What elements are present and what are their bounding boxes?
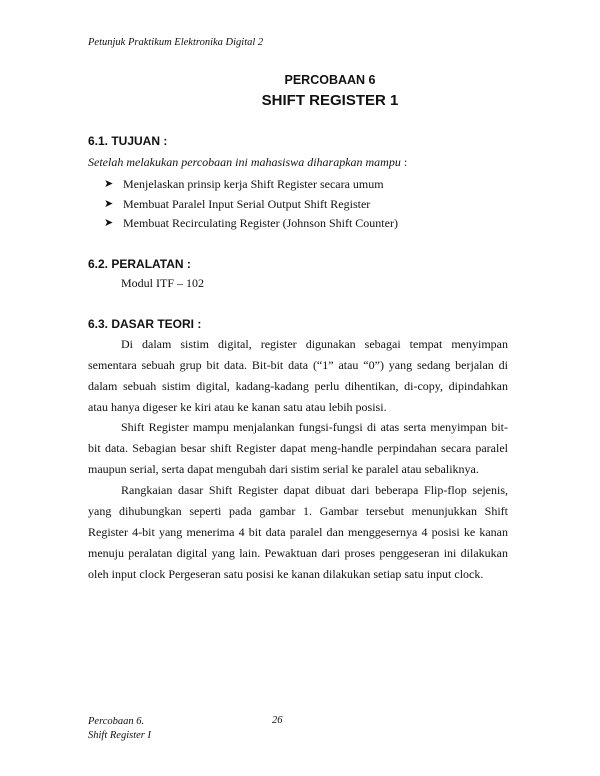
list-item — [104, 176, 398, 196]
theory-paragraph-3: Rangkaian dasar Shift Register dapat dibuat dari beberapa Flip-flop sejenis, yang dihubungkan seperti pada gambar 1. Gambar tersebut menunjukkan Shift Register 4-bit yang menerima 4 bit data paralel dan menggesernya 4 posisi ke kanan menuju peralatan digital yang lain. Pewaktuan dari proses penggeseran ini dilakukan oleh input clock Pergeseran satu posisi ke kanan dilakukan setiap satu input clock. — [88, 483, 508, 581]
footer-chapter-line1: Percobaan 6. — [88, 716, 145, 727]
theory-paragraph-1: Di dalam sistim digital, register digunakan sebagai tempat menyimpan sementara sebuah grup bit data. Bit-bit data (“1” atau “0”) yang sedang berjalan di dalam sebuah sistim digital, kadang-kadang perlu dihentikan, di-copy, dipindahkan atau hanya digeser ke kiri atau ke kanan satu atau lebih posisi. — [88, 337, 508, 414]
arrow-bullet-icon: ➤ — [104, 178, 114, 190]
footer-chapter-line2: Shift Register I — [88, 730, 151, 741]
equipment-item: Modul ITF – 102 — [121, 276, 205, 290]
objectives-intro-text: Setelah melakukan percobaan ini mahasiswa diharapkan mampu — [88, 155, 401, 169]
page-number: 26 — [272, 715, 283, 726]
footer-chapter — [88, 715, 151, 743]
objectives-list — [104, 176, 398, 235]
section-heading-dasar-teori: 6.3. DASAR TEORI : — [88, 317, 202, 331]
list-item — [104, 196, 398, 216]
running-header: Petunjuk Praktikum Elektronika Digital 2 — [88, 37, 264, 48]
arrow-bullet-icon: ➤ — [104, 197, 114, 210]
objectives-intro — [88, 155, 407, 170]
section-heading-tujuan: 6.1. TUJUAN : — [88, 134, 168, 148]
theory-paragraph-2: Shift Register mampu menjalankan fungsi-fungsi di atas serta menyimpan bit-bit data. Sebagian besar shift Register dapat meng-handle perpindahan secara paralel maupun serial, serta dapat mengubah dari sistim serial ke paralel atau sebaliknya. — [88, 420, 508, 476]
section-heading-peralatan: 6.2. PERALATAN : — [88, 257, 191, 271]
list-item-text: Membuat Paralel Input Serial Output Shift Register — [123, 196, 371, 211]
list-item-text: Menjelaskan prinsip kerja Shift Register secara umum — [123, 177, 384, 191]
experiment-subtitle: SHIFT REGISTER 1 — [261, 92, 399, 109]
list-item-text: Membuat Recirculating Register (Johnson Shift Counter) — [123, 216, 398, 230]
list-item — [104, 215, 398, 235]
arrow-bullet-icon: ➤ — [104, 217, 114, 229]
experiment-title: PERCOBAAN 6 — [284, 73, 376, 87]
objectives-intro-colon: : — [400, 155, 408, 169]
